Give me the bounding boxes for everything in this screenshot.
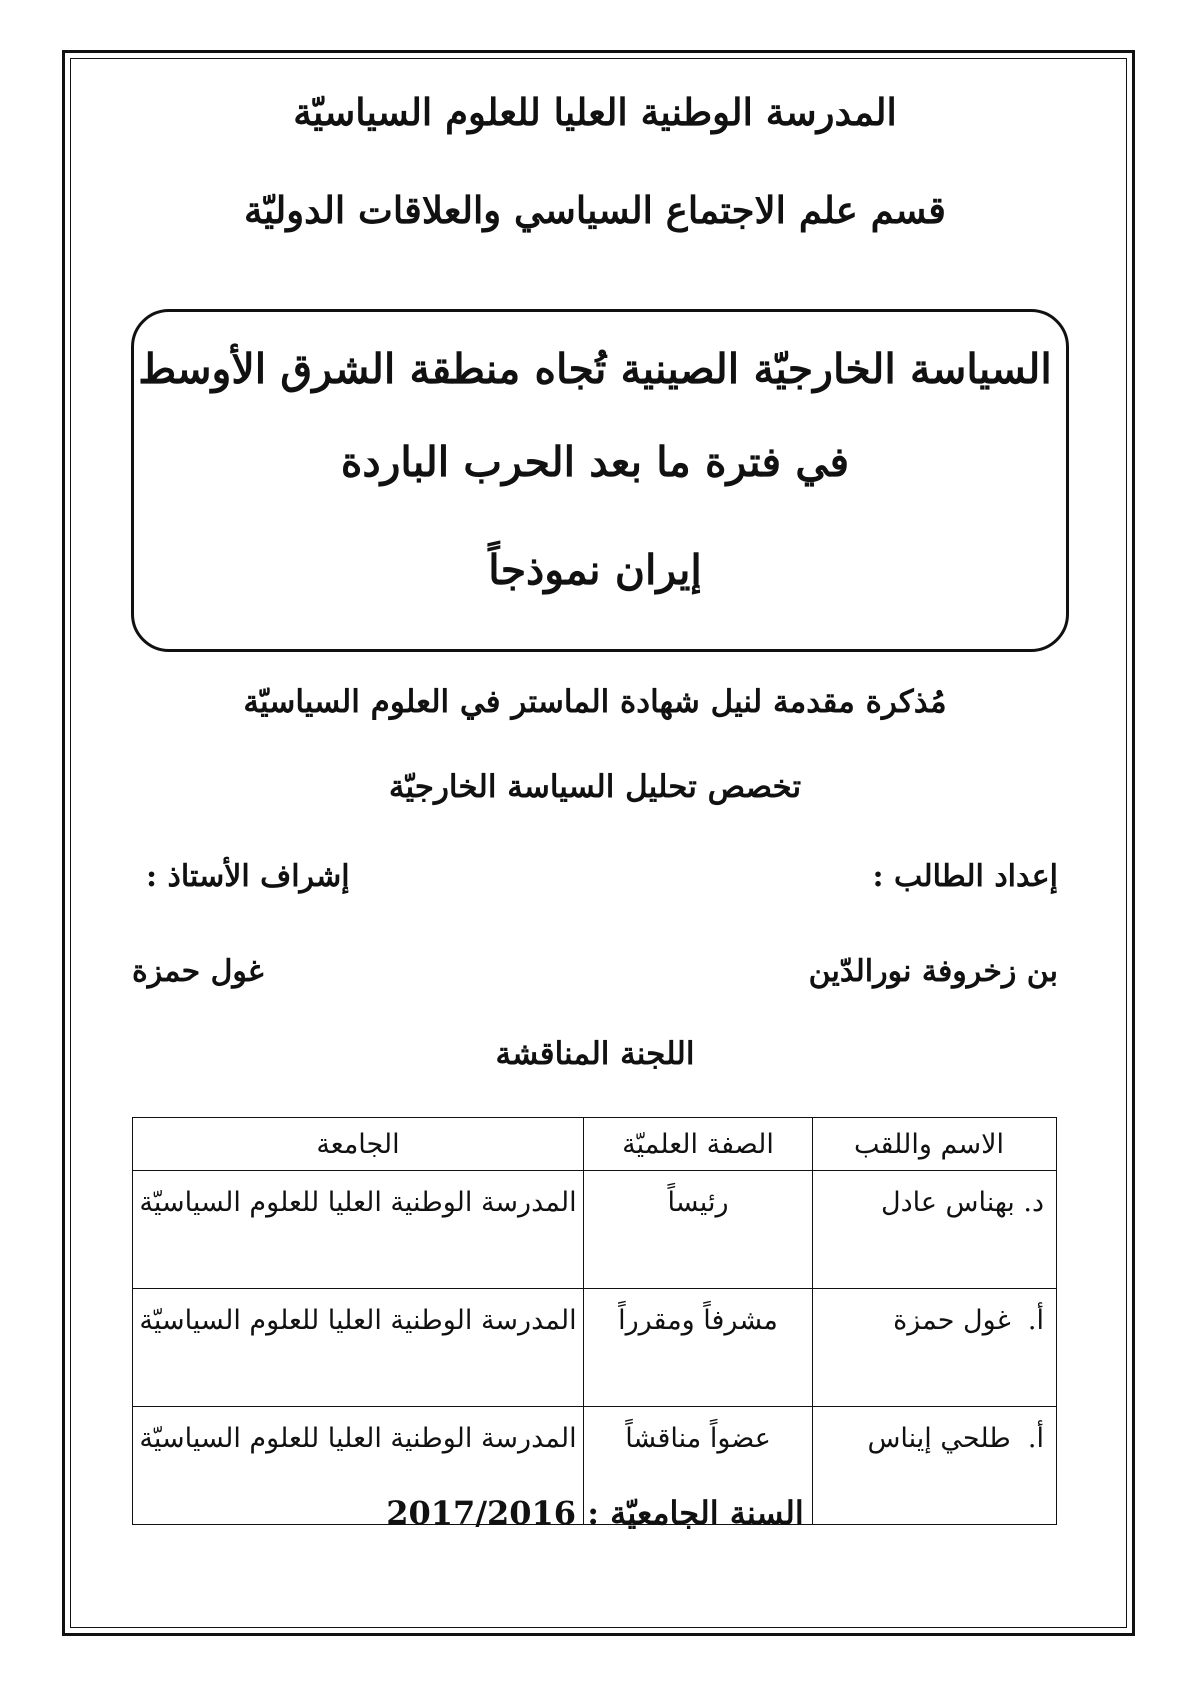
committee-table: [132, 1117, 1057, 1525]
thesis-title-line3: إيران نموذجاً: [488, 546, 702, 594]
member-role: مشرفاً ومقرراً: [584, 1289, 813, 1407]
supervisor-name: غول حمزة: [132, 954, 264, 989]
academic-year: السنة الجامعيّة : 2017/2016: [386, 1494, 804, 1532]
student-label: إعداد الطالب :: [872, 859, 1058, 894]
school-name: المدرسة الوطنية العليا للعلوم السياسيّة: [293, 90, 897, 134]
member-role: رئيساً: [584, 1171, 813, 1289]
committee-title: اللجنة المناقشة: [495, 1036, 695, 1072]
thesis-title-line1: السياسة الخارجيّة الصينية تُجاه منطقة الشرق الأوسط: [138, 345, 1052, 393]
department-name: قسم علم الاجتماع السياسي والعلاقات الدوليّة: [244, 188, 946, 232]
member-university: المدرسة الوطنية العليا للعلوم السياسيّة: [133, 1171, 584, 1289]
member-role: عضواً مناقشاً: [584, 1407, 813, 1525]
table-header-row: [133, 1118, 1057, 1171]
thesis-title-line2: في فترة ما بعد الحرب الباردة: [340, 438, 850, 486]
member-university: المدرسة الوطنية العليا للعلوم السياسيّة: [133, 1407, 584, 1525]
table-row: [133, 1171, 1057, 1289]
member-name: أ. غول حمزة: [813, 1289, 1057, 1407]
supervisor-label: إشراف الأستاذ :: [146, 859, 350, 894]
degree-statement: مُذكرة مقدمة لنيل شهادة الماستر في العلوم السياسيّة: [243, 684, 947, 720]
header-name: الاسم واللقب: [813, 1118, 1057, 1171]
header-role: الصفة العلميّة: [584, 1118, 813, 1171]
member-name: أ. طلحي إيناس: [813, 1407, 1057, 1525]
header-university: الجامعة: [133, 1118, 584, 1171]
member-name: د. بهناس عادل: [813, 1171, 1057, 1289]
student-name: بن زخروفة نورالدّين: [808, 954, 1058, 989]
specialty: تخصص تحليل السياسة الخارجيّة: [388, 769, 802, 805]
member-university: المدرسة الوطنية العليا للعلوم السياسيّة: [133, 1289, 584, 1407]
table-row: [133, 1289, 1057, 1407]
